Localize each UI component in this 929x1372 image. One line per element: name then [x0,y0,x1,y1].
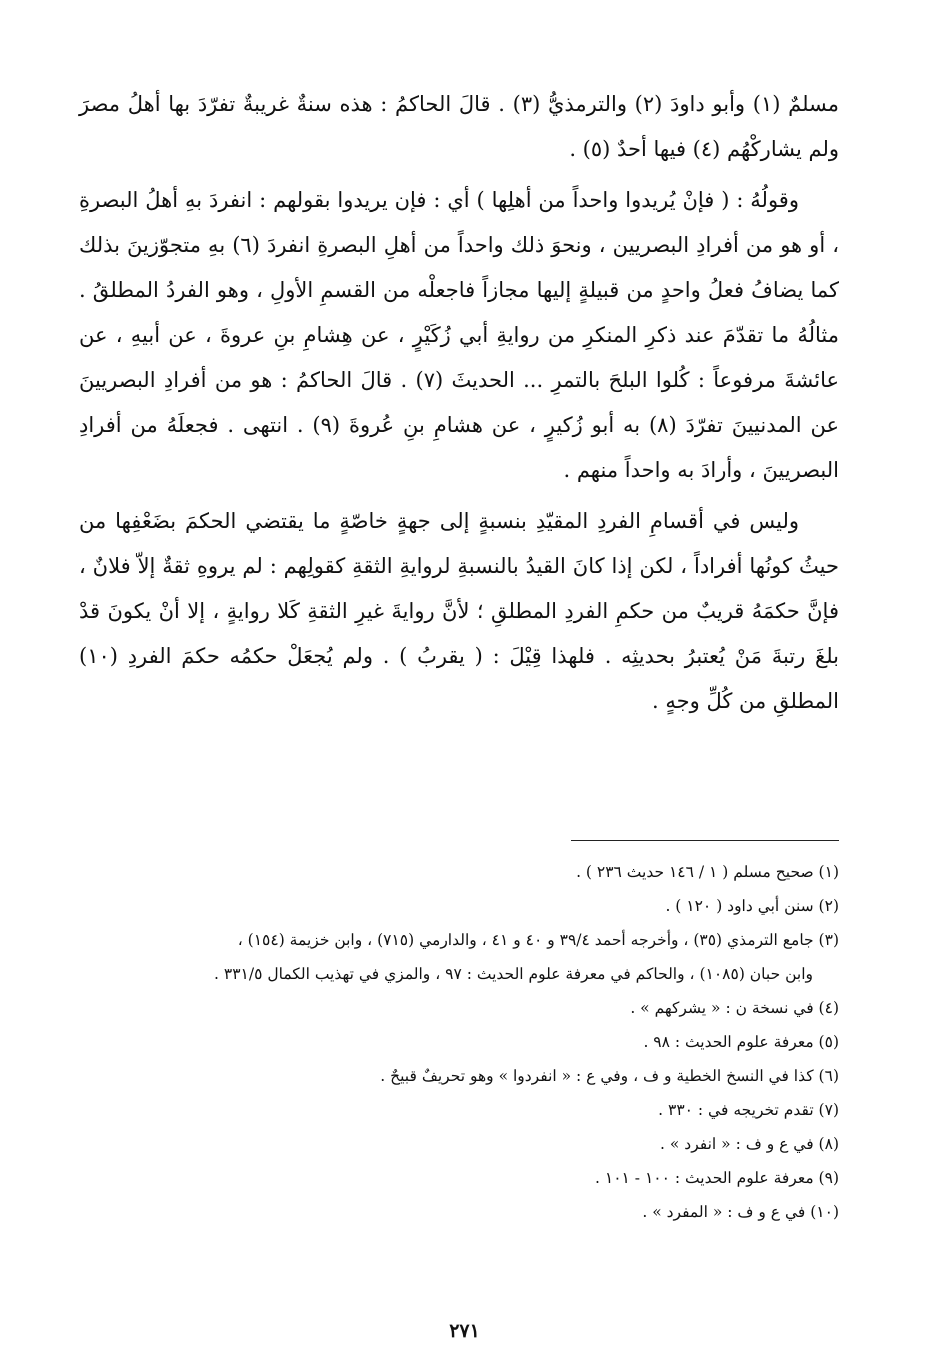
footnote-10: (١٠) في ع و ف : « المفرد » . [642,1203,839,1221]
footnote-9: (٩) معرفة علوم الحديث : ١٠٠ - ١٠١ . [595,1169,839,1187]
footnote-2: (٢) سنن أبي داود ( ١٢٠ ) . [665,897,839,915]
paragraph-1: مسلمٌ (١) وأبو داودَ (٢) والترمذيُّ (٣) . قالَ الحاكمُ : هذه سنةٌ غريبةٌ تفرّدَ بها أهلُ مصرَ ولم يشاركْهُم (٤) فيها أحدٌ (٥) . [79,92,840,161]
paragraph-3: وليس في أقسامِ الفردِ المقيّدِ بنسبةٍ إلى جهةٍ خاصّةٍ ما يقتضي الحكمَ بضَعْفِها من حيثُ كونُها أفراداً ، لكن إذا كانَ القيدُ بالنسبةِ لروايةِ الثقةِ كقولِهم : لم يروهِ ثقةٌ إلاّ فلانٌ ، فإنَّ حكمَهُ قريبٌ من حكمِ الفردِ المطلقِ ؛ لأنَّ روايةَ غيرِ الثقةِ كَلا روايةٍ ، إلا أنْ يكونَ قدْ بلغَ رتبةَ مَنْ يُعتبرُ بحديثِه . فلهذا قِيْلَ : ( يقربُ ) . ولم يُجعَلْ حكمُه حكمَ الفردِ (١٠) المطلقِ من كُلِّ وجهٍ . [79,509,839,713]
footnote-3-continued: وابن حبان (١٠٨٥) ، والحاكم في معرفة علوم الحديث : ٩٧ ، والمزي في تهذيب الكمال ٣٣١/٥ . [214,965,813,983]
footnote-8: (٨) في ع و ف : « انفرد » . [660,1135,839,1153]
main-text [79,82,839,724]
page-number: ٢٧١ [449,1320,480,1342]
footnotes [79,855,839,1229]
footnote-1: (١) صحيح مسلم ( ١ / ١٤٦ حديث ٢٣٦ ) . [576,863,839,881]
footnote-5: (٥) معرفة علوم الحديث : ٩٨ . [643,1033,839,1051]
footnote-6: (٦) كذا في النسخ الخطية و ف ، وفي ع : « انفردوا » وهو تحريفٌ قبيحٌ . [380,1067,839,1085]
footnote-3: (٣) جامع الترمذي (٣٥) ، وأخرجه أحمد ٣٩/٤ و ٤٠ و ٤١ ، والدارمي (٧١٥) ، وابن خزيمة (١٥٤) ، [237,931,839,949]
paragraph-2: وقولُهُ : ( فإنْ يُريدوا واحداً من أهلِها ) أي : فإن يريدوا بقولهم : انفردَ بهِ أهلُ البصرةِ ، أو هو من أفرادِ البصريين ، ونحوَ ذلك واحداً من أهلِ البصرةِ انفردَ (٦) بهِ متجوّزينَ بذلك كما يضافُ فعلُ واحدٍ من قبيلةٍ إليها مجازاً فاجعلْه من القسمِ الأولِ ، وهو الفردُ المطلقُ . مثالُهُ ما تقدّمَ عند ذكرِ المنكرِ من روايةِ أبي زُكَيْرٍ ، عن هِشامِ بنِ عروةَ ، عن أبيهِ ، عن عائشةَ مرفوعاً : كُلوا البلحَ بالتمرِ ... الحديثَ (٧) . قالَ الحاكمُ : هو من أفرادِ البصريينَ عن المدنيينَ تفرّدَ (٨) به أبو زُكيرٍ ، عن هشامِ بنِ عُروةَ (٩) . انتهى . فجعلَهُ من أفرادِ البصريينَ ، وأرادَ به واحداً منهم . [79,188,840,482]
footnote-4: (٤) في نسخة ن : « يشركهم » . [630,999,839,1017]
footnote-7: (٧) تقدم تخريجه في : ٣٣٠ . [658,1101,839,1119]
footnote-separator [571,840,839,841]
